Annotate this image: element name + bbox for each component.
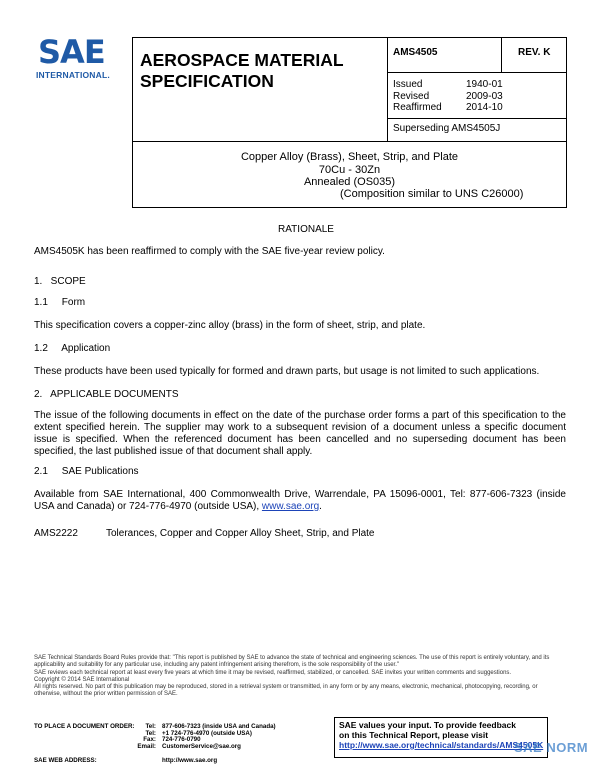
feedback-line-1: SAE values your input. To provide feedback [339, 720, 516, 730]
email-label: Email: [137, 742, 156, 750]
tel2-label: Tel: [145, 729, 156, 737]
form-text: This specification covers a copper-zinc alloy (brass) in the form of sheet, strip, and plate. [34, 320, 426, 331]
document-type-title [140, 50, 344, 92]
superseding: Superseding AMS4505J [393, 123, 501, 134]
footer-rights: All rights reserved. No part of this publication may be reproduced, stored in a retrieval system or transmitted, in any form or by any means, electronic, mechanical, photocopying, recording, or otherwise, without the prior written permission of SAE. [34, 684, 538, 698]
revised-date: 2009-03 [466, 90, 503, 102]
material-line-3: Annealed (OS035) [303, 176, 396, 188]
application-text: These products have been used typically for formed and drawn parts, but usage is not limited to such applications. [34, 366, 540, 377]
reference-id: AMS2222 [34, 528, 78, 539]
reference-title: Tolerances, Copper and Copper Alloy Sheet, Strip, and Plate [106, 528, 375, 539]
application-heading: 1.2 Application [34, 343, 111, 354]
sae-website-link[interactable]: www.sae.org [261, 501, 320, 512]
fax-label: Fax: [143, 736, 156, 744]
document-id: AMS4505 [393, 47, 438, 58]
material-line-4: (Composition similar to UNS C26000) [340, 188, 524, 200]
web-label: SAE WEB ADDRESS: [34, 757, 97, 764]
feedback-link[interactable]: http://www.sae.org/technical/standards/AMS4505K [339, 740, 544, 750]
material-line-1: Copper Alloy (Brass), Sheet, Strip, and Plate [240, 151, 459, 163]
revised-label: Revised [393, 90, 430, 102]
reaffirmed-date: 2014-10 [466, 102, 503, 113]
fax-value: 724-776-0790 [162, 736, 201, 744]
footer-rules: SAE Technical Standards Board Rules provide that: "This report is published by SAE to advance the state of technical and engineering sciences. The use of this report is entirely voluntary, and its applicability and suitability for any particular use, including any patent infringement arising therefrom, is the sole responsibility of the user." [34, 655, 550, 669]
title-line-2: SPECIFICATION [140, 71, 274, 91]
feedback-text [339, 720, 543, 750]
rationale-text: AMS4505K has been reaffirmed to comply with the SAE five-year review policy. [34, 246, 385, 257]
scope-heading: 1. SCOPE [34, 276, 86, 287]
contact-labels [131, 724, 156, 750]
footer-copyright: Copyright © 2014 SAE International [34, 676, 130, 683]
reaffirmed-label: Reaffirmed [393, 102, 442, 113]
footer-notice [34, 655, 566, 699]
logo-subtitle: INTERNATIONAL. [36, 70, 110, 80]
tel-value: 877-606-7323 (inside USA and Canada) [162, 723, 276, 730]
rationale-heading: RATIONALE [278, 224, 334, 235]
contact-values [162, 724, 276, 750]
dates-values [466, 79, 503, 114]
email-link[interactable]: CustomerService@sae.org [162, 742, 241, 750]
sae-publications-heading: 2.1 SAE Publications [34, 466, 139, 477]
form-heading: 1.1 Form [34, 297, 86, 308]
feedback-line-2: on this Technical Report, please visit [339, 730, 489, 740]
applicable-documents-heading: 2. APPLICABLE DOCUMENTS [34, 389, 179, 400]
sae-logo [34, 33, 122, 86]
issued-label: Issued [393, 79, 423, 90]
tel-label: Tel: [145, 723, 156, 730]
order-label: TO PLACE A DOCUMENT ORDER: [34, 723, 135, 730]
dates-labels [393, 79, 442, 114]
issued-date: 1940-01 [466, 79, 503, 90]
sae-publications-tail: . [319, 501, 322, 512]
revision: REV. K [518, 47, 551, 58]
logo-mark: SAE [38, 33, 105, 71]
sae-publications-text [34, 489, 566, 513]
watermark: SAE NORM [514, 740, 589, 755]
material-description [132, 151, 567, 189]
material-line-2: 70Cu - 30Zn [318, 163, 381, 176]
tel2-value: +1 724-776-4970 (outside USA) [162, 729, 252, 737]
web-link[interactable]: http://www.sae.org [162, 757, 218, 764]
sae-publications-body: Available from SAE International, 400 Commonwealth Drive, Warrendale, PA 15096-0001, Tel: 877-606-7323 (inside USA and Canada) or 724-776-4970 (outside USA), [34, 489, 566, 512]
applicable-documents-text: The issue of the following documents in effect on the date of the purchase order forms a part of this specification to the extent specified herein. The supplier may work to a subsequent revision of a document unless a specific document issue is specified. When the referenced document has been cancelled and no superseding document has been specified, the last published issue of that document shall apply. [34, 410, 566, 457]
title-line-1: AEROSPACE MATERIAL [140, 50, 344, 70]
footer-review: SAE reviews each technical report at least every five years at which time it may be revised, reaffirmed, stabilized, or cancelled. SAE invites your written comments and suggestions. [34, 669, 512, 676]
